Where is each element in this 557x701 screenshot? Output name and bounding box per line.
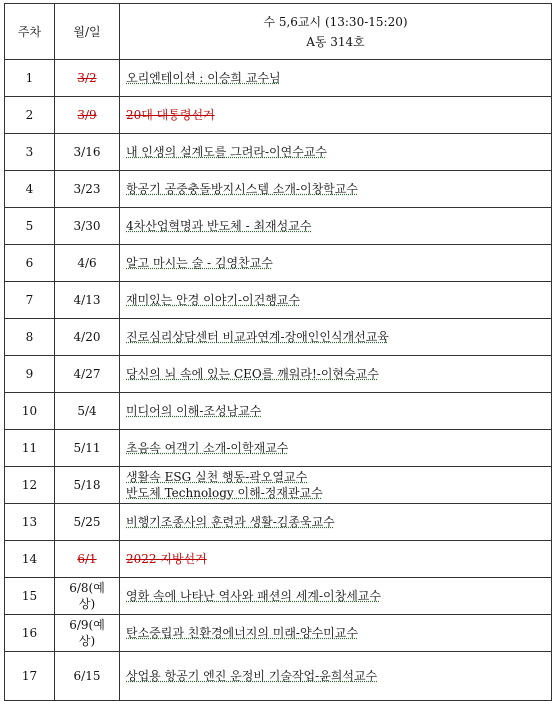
- date-cell: [55, 319, 120, 356]
- topic-cell: [120, 541, 552, 578]
- topic-text: 미디어의 이해-조성남교수: [126, 404, 262, 418]
- topic-cell: [120, 282, 552, 319]
- table-row: [5, 245, 552, 282]
- date-cell: [55, 171, 120, 208]
- date-text: 4/27: [73, 367, 101, 381]
- date-text: 3/16: [73, 145, 101, 159]
- session-header: [120, 4, 552, 60]
- topic-cell: [120, 467, 552, 504]
- topic-text: 2022 지방선거: [126, 552, 207, 566]
- week-cell: 2: [5, 97, 55, 134]
- schedule-table: [4, 3, 552, 701]
- topic-cell: [120, 319, 552, 356]
- week-cell: 8: [5, 319, 55, 356]
- week-cell: 1: [5, 60, 55, 97]
- date-text: 4/13: [73, 293, 101, 307]
- table-row: [5, 208, 552, 245]
- table-row: [5, 393, 552, 430]
- date-cell: [55, 97, 120, 134]
- date-text: 5/25: [73, 515, 101, 529]
- table-row: [5, 467, 552, 504]
- date-text: 6/15: [73, 669, 101, 683]
- week-cell: 12: [5, 467, 55, 504]
- topic-text: 당신의 뇌 속에 있는 CEO를 깨워라!-이현숙교수: [126, 367, 379, 381]
- date-cell: [55, 541, 120, 578]
- topic-text: 항공기 공중충돌방지시스템 소개-이창학교수: [126, 182, 358, 196]
- week-cell: 3: [5, 134, 55, 171]
- date-cell: [55, 245, 120, 282]
- topic-text: 생활속 ESG 실천 행동-곽오열교수: [126, 470, 308, 484]
- table-row: [5, 134, 552, 171]
- topic-text: 알고 마시는 술 - 김영찬교수: [126, 256, 273, 270]
- table-row: [5, 171, 552, 208]
- topic-cell: [120, 504, 552, 541]
- table-row: [5, 615, 552, 652]
- topic-cell: [120, 208, 552, 245]
- date-cell: [55, 467, 120, 504]
- topic-text: 상업용 항공기 엔진 운정비 기술작업-윤희석교수: [126, 669, 378, 683]
- topic-text: 탄소중립과 친환경에너지의 미래-양수미교수: [126, 626, 358, 640]
- date-text: 5/4: [77, 404, 97, 418]
- topic-cell: [120, 60, 552, 97]
- date-cell: [55, 652, 120, 701]
- topic-cell: [120, 430, 552, 467]
- date-cell: [55, 504, 120, 541]
- table-row: [5, 541, 552, 578]
- topic-text: 4차산업혁명과 반도체 - 최재성교수: [126, 219, 312, 233]
- topic-text: 20대 대통령선거: [126, 108, 215, 122]
- topic-cell: [120, 97, 552, 134]
- week-cell: 13: [5, 504, 55, 541]
- topic-text: 초음속 여객기 소개-이학재교수: [126, 441, 289, 455]
- date-cell: [55, 282, 120, 319]
- date-cell: [55, 393, 120, 430]
- table-row: [5, 652, 552, 701]
- week-cell: 5: [5, 208, 55, 245]
- topic-cell: [120, 134, 552, 171]
- date-cell: [55, 134, 120, 171]
- date-text: 3/9: [77, 108, 97, 122]
- week-cell: 7: [5, 282, 55, 319]
- topic-cell: [120, 171, 552, 208]
- week-cell: 14: [5, 541, 55, 578]
- date-cell: [55, 430, 120, 467]
- topic-text: 내 인생의 설계도를 그려라-이연수교수: [126, 145, 327, 159]
- date-text: 6/1: [77, 552, 97, 566]
- date-cell: [55, 578, 120, 615]
- table-row: [5, 504, 552, 541]
- session-room: A동 314호: [306, 34, 365, 49]
- topic-text: 영화 속에 나타난 역사와 패션의 세계-이창세교수: [126, 589, 381, 603]
- topic-cell: [120, 652, 552, 701]
- topic-text: 비행기조종사의 훈련과 생활-김종욱교수: [126, 515, 335, 529]
- table-row: [5, 282, 552, 319]
- header-row: [5, 4, 552, 60]
- topic-cell: [120, 578, 552, 615]
- table-row: [5, 430, 552, 467]
- date-cell: [55, 208, 120, 245]
- date-text: 5/18: [73, 478, 101, 492]
- table-row: [5, 60, 552, 97]
- date-text: 5/11: [73, 441, 101, 455]
- week-cell: 11: [5, 430, 55, 467]
- table-row: [5, 578, 552, 615]
- week-cell: 16: [5, 615, 55, 652]
- date-header: 월/일: [55, 4, 120, 60]
- topic-cell: [120, 615, 552, 652]
- topic-text: 진로심리상담센터 비교과연계-장애인인식개선교육: [126, 330, 389, 344]
- table-row: [5, 97, 552, 134]
- table-row: [5, 356, 552, 393]
- topic-text: 재미있는 안경 이야기-이건행교수: [126, 293, 300, 307]
- date-text: 3/30: [73, 219, 101, 233]
- date-cell: [55, 356, 120, 393]
- date-cell: [55, 615, 120, 652]
- date-text: 4/6: [77, 256, 97, 270]
- week-cell: 4: [5, 171, 55, 208]
- session-time: 수 5,6교시 (13:30-15:20): [263, 14, 408, 29]
- date-text: 6/9(예상): [69, 618, 105, 648]
- topic-cell: [120, 356, 552, 393]
- date-text: 3/2: [77, 71, 97, 85]
- week-cell: 10: [5, 393, 55, 430]
- topic-text: 오리엔테이션 : 이승희 교수님: [126, 71, 281, 85]
- date-cell: [55, 60, 120, 97]
- topic-cell: [120, 393, 552, 430]
- week-cell: 17: [5, 652, 55, 701]
- date-text: 3/23: [73, 182, 101, 196]
- week-cell: 9: [5, 356, 55, 393]
- date-text: 4/20: [73, 330, 101, 344]
- week-header: 주차: [5, 4, 55, 60]
- topic-cell: [120, 245, 552, 282]
- date-text: 6/8(예상): [69, 581, 105, 611]
- week-cell: 6: [5, 245, 55, 282]
- table-row: [5, 319, 552, 356]
- topic-text: 반도체 Technology 이해-정재관교수: [126, 486, 323, 500]
- week-cell: 15: [5, 578, 55, 615]
